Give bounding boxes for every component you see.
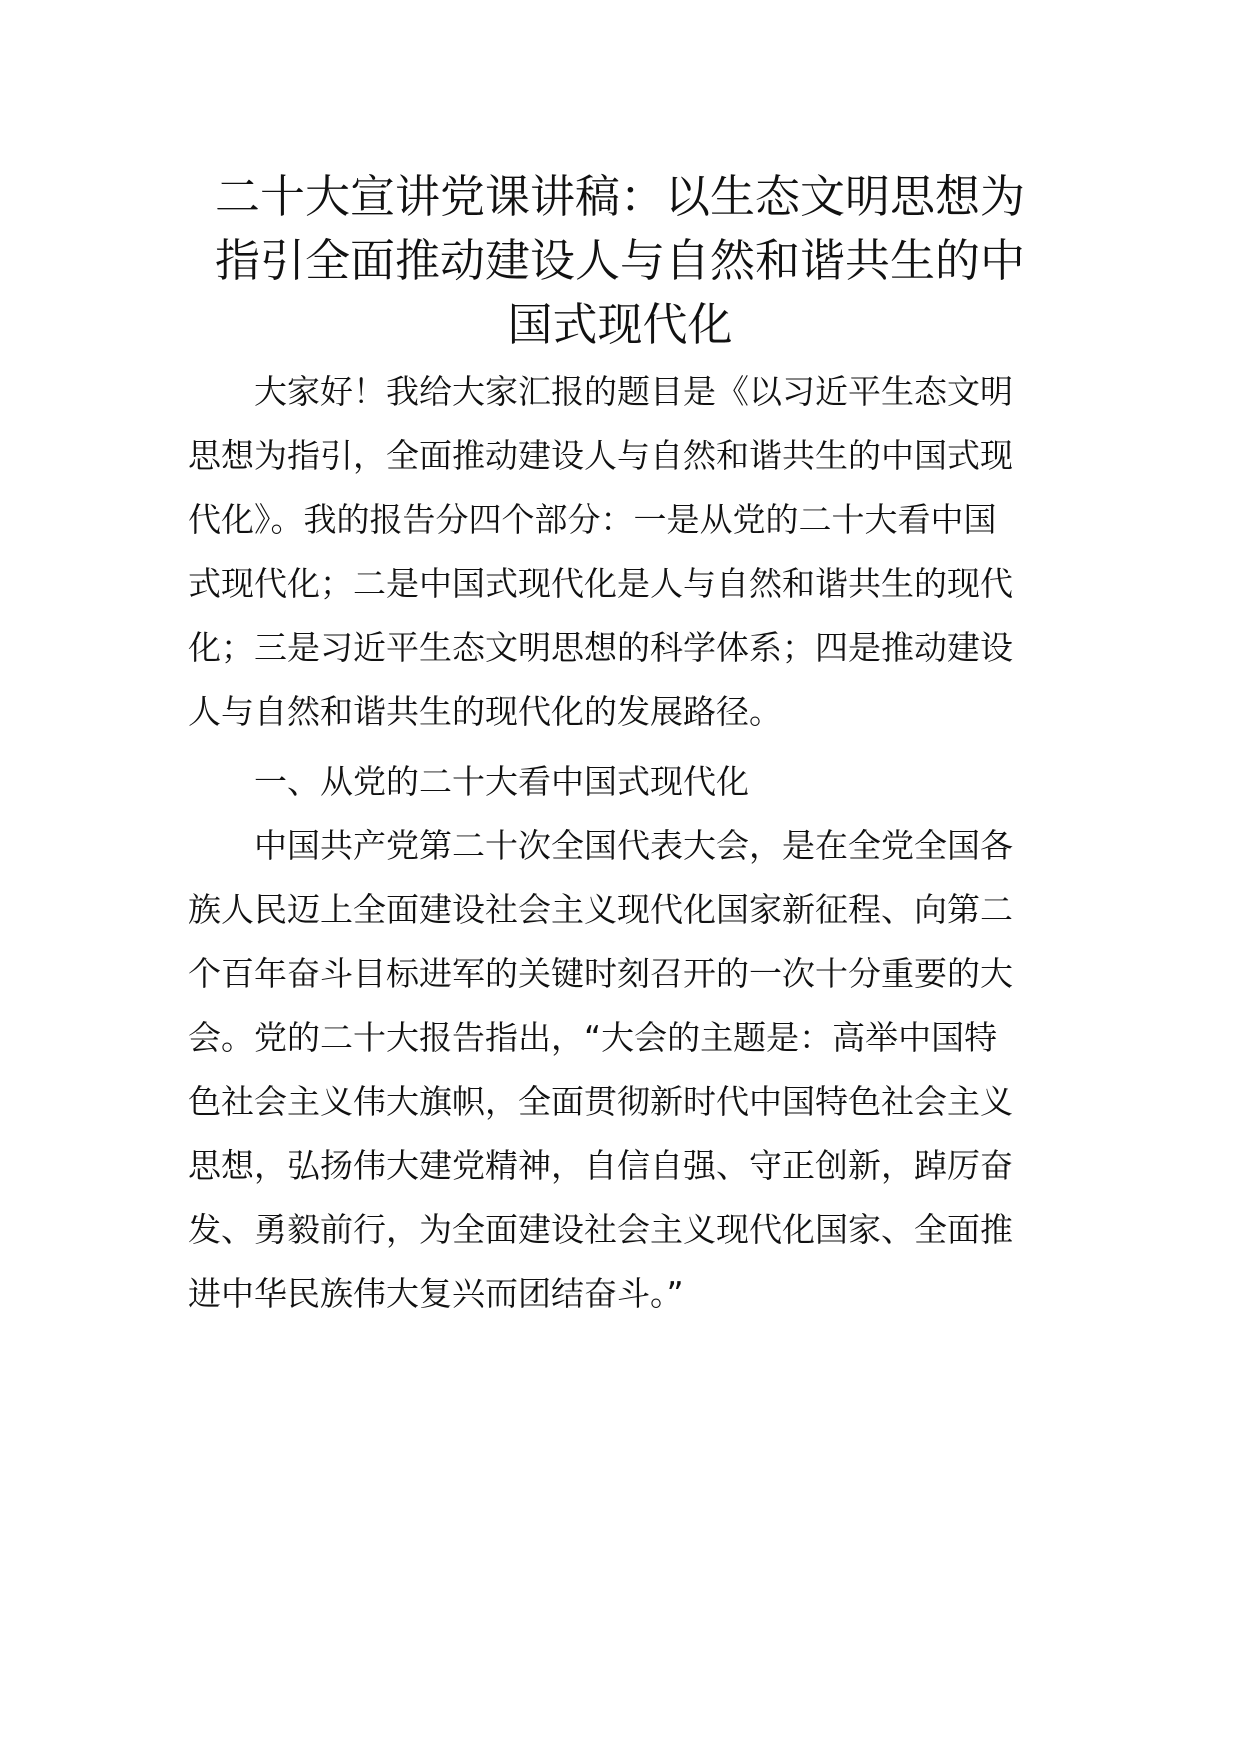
title-line: 指引全面推动建设人与自然和谐共生的中 (214, 234, 1025, 287)
section-heading-text: 一、从党的二十大看中国式现代化 (188, 762, 749, 801)
text-line: 发、勇毅前行，为全面建设社会主义现代化国家、全面推 (188, 1210, 1013, 1249)
text-line: 思想，弘扬伟大建党精神，自信自强、守正创新，踔厉奋 (188, 1146, 1013, 1185)
text-line: 人与自然和谐共生的现代化的发展路径。 (188, 692, 782, 731)
text-line: 中国共产党第二十次全国代表大会，是在全党全国各 (188, 826, 1013, 865)
document-title (190, 165, 1050, 357)
text-line: 会。党的二十大报告指出，“大会的主题是：高举中国特 (188, 1018, 998, 1057)
title-line: 二十大宣讲党课讲稿：以生态文明思想为 (214, 170, 1025, 223)
text-line: 化；三是习近平生态文明思想的科学体系；四是推动建设 (188, 628, 1013, 667)
section-paragraph (188, 814, 1058, 1326)
text-line: 族人民迈上全面建设社会主义现代化国家新征程、向第二 (188, 890, 1013, 929)
intro-paragraph (188, 360, 1058, 744)
text-line: 色社会主义伟大旗帜，全面贯彻新时代中国特色社会主义 (188, 1082, 1013, 1121)
text-line: 代化》。我的报告分四个部分：一是从党的二十大看中国 (188, 500, 997, 539)
section-heading (188, 750, 1058, 814)
text-line: 大家好！我给大家汇报的题目是《以习近平生态文明 (188, 372, 1013, 411)
text-line: 个百年奋斗目标进军的关键时刻召开的一次十分重要的大 (188, 954, 1013, 993)
text-line: 进中华民族伟大复兴而团结奋斗。” (188, 1274, 684, 1313)
title-line: 国式现代化 (507, 298, 733, 351)
text-line: 式现代化；二是中国式现代化是人与自然和谐共生的现代 (188, 564, 1013, 603)
text-line: 思想为指引，全面推动建设人与自然和谐共生的中国式现 (188, 436, 1013, 475)
